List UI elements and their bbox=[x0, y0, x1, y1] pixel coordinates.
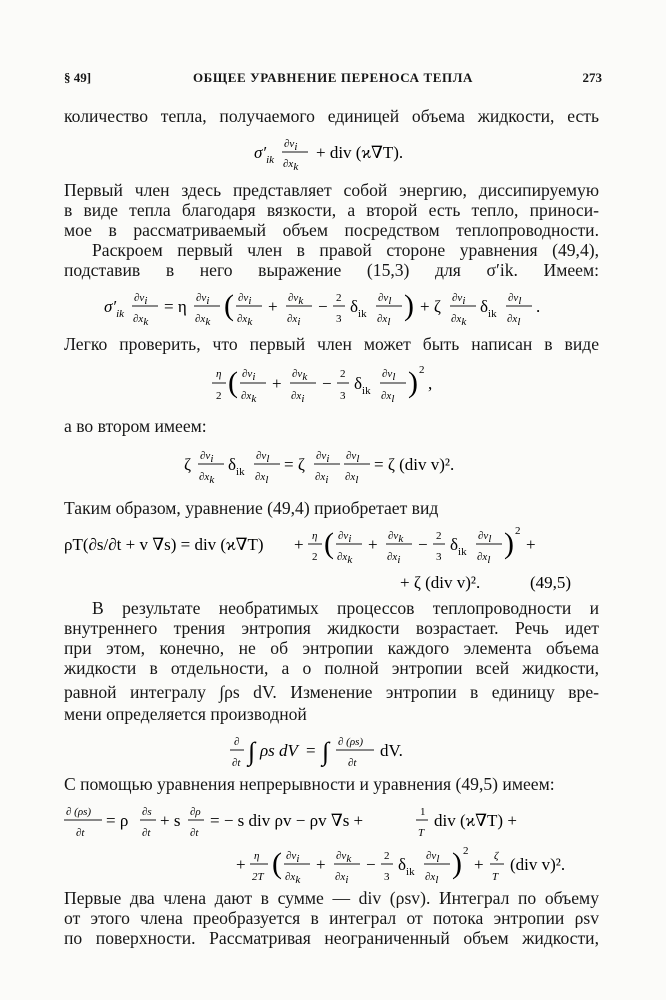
equation-2 bbox=[40, 282, 626, 330]
svg-text:(: ( bbox=[228, 366, 238, 399]
svg-text:δik: $\delta_{ik}$ bbox=[480, 297, 497, 320]
svg-text:∂vk: ∂vk bbox=[292, 368, 308, 383]
svg-text:δik: $\delta_{ik}$ bbox=[354, 374, 371, 397]
text-line: С помощью уравнения непрерывности и уравнения (49,5) имеем: bbox=[64, 774, 555, 794]
svg-text:= η: = η bbox=[164, 297, 187, 316]
svg-text:∂vi: ∂vi bbox=[242, 368, 256, 383]
eq5-line2: + ζ (div v)². bbox=[400, 573, 481, 592]
svg-text:δik: $\delta_{ik}$ bbox=[350, 297, 367, 320]
eq7-line1-tail: div (ϰ∇T) + bbox=[434, 811, 517, 830]
text-line: Таким образом, уравнение (49,4) приобретает вид bbox=[64, 498, 439, 518]
svg-text:∂vl: ∂vl bbox=[378, 292, 392, 307]
svg-text:T: T bbox=[492, 871, 499, 883]
svg-text:∂vi: ∂vi bbox=[286, 850, 300, 865]
svg-text:∂xi: ∂xi bbox=[335, 871, 349, 886]
svg-text:ρs dV: ρs dV bbox=[260, 741, 298, 760]
svg-text:∂xl: ∂xl bbox=[377, 313, 391, 328]
svg-text:∂xl: ∂xl bbox=[345, 471, 359, 486]
svg-text:+: + bbox=[526, 535, 536, 554]
svg-text:∂vi: ∂vi bbox=[452, 292, 466, 307]
text-line: Первые два члена дают в сумме — div (ρsv). Интеграл по объему bbox=[64, 888, 599, 908]
eq4-right: = ζ (div v)². bbox=[374, 455, 455, 474]
text-line: Раскроем первый член в правой стороне уравнения (49,4), bbox=[92, 240, 599, 260]
eq1-tail: + div (ϰ∇T). bbox=[316, 143, 404, 162]
running-header bbox=[64, 70, 602, 88]
svg-text:+: + bbox=[294, 535, 304, 554]
svg-text:∂xk: ∂xk bbox=[195, 313, 211, 328]
svg-text:∂vl: ∂vl bbox=[508, 292, 522, 307]
svg-text:∂xi: ∂xi bbox=[387, 551, 401, 566]
svg-text:σ′ik: $\sigma'_{ik}$ bbox=[254, 143, 275, 166]
svg-text:2T: 2T bbox=[252, 871, 264, 883]
text-line: при этом, конечно, не об энтропии каждого элемента объема bbox=[64, 638, 599, 658]
svg-text:∂vl: ∂vl bbox=[346, 450, 360, 465]
equation-3 bbox=[40, 358, 626, 410]
eq5-lhs: ρT(∂s/∂t + v ∇s) = div (ϰ∇T) bbox=[64, 535, 264, 554]
svg-text:∂xl: ∂xl bbox=[381, 390, 395, 405]
text-line: В результате необратимых процессов теплопроводности и bbox=[92, 598, 599, 618]
text-line: жидкости в отдельности, а о полной энтропии всей жидкости, bbox=[64, 658, 599, 678]
svg-text:): ) bbox=[504, 527, 514, 560]
svg-text:∂: ∂ bbox=[234, 736, 240, 748]
svg-text:−: − bbox=[418, 535, 428, 554]
svg-text:∂vi: ∂vi bbox=[316, 450, 330, 465]
svg-text:∂ρ: ∂ρ bbox=[190, 806, 201, 818]
svg-text:η: η bbox=[216, 368, 222, 380]
svg-text:σ′ik: $\sigma'_{ik}$ bbox=[104, 297, 125, 320]
svg-text:−: − bbox=[318, 297, 328, 316]
svg-text:−: − bbox=[366, 855, 376, 874]
svg-text:∂xk: ∂xk bbox=[337, 551, 353, 566]
svg-text:∂xk: ∂xk bbox=[451, 313, 467, 328]
page-number: 273 bbox=[582, 70, 602, 85]
svg-text:η: η bbox=[254, 850, 260, 862]
svg-text:+: + bbox=[236, 855, 246, 874]
svg-text:1: 1 bbox=[420, 806, 426, 818]
svg-text:∂t: ∂t bbox=[76, 827, 85, 839]
svg-text:∂xi: ∂xi bbox=[315, 471, 329, 486]
svg-text:2: 2 bbox=[384, 850, 390, 862]
svg-text:T: T bbox=[418, 827, 425, 839]
svg-text:∂vk: ∂vk bbox=[388, 530, 404, 545]
eq7-line1: = − s div ρv − ρv ∇s + bbox=[210, 811, 364, 830]
svg-text:∂t: ∂t bbox=[190, 827, 199, 839]
svg-text:3: 3 bbox=[336, 313, 342, 325]
svg-text:= ρ: = ρ bbox=[106, 811, 129, 830]
equation-6 bbox=[40, 726, 626, 776]
svg-text:∂vl: ∂vl bbox=[256, 450, 270, 465]
text-line: внутреннего трения энтропия жидкости возрастает. Речь идет bbox=[64, 618, 599, 638]
svg-text:∂t: ∂t bbox=[232, 757, 241, 769]
svg-text:3: 3 bbox=[384, 871, 390, 883]
svg-text:δik: $\delta_{ik}$ bbox=[398, 855, 415, 878]
svg-text:∂ (ρs): ∂ (ρs) bbox=[338, 736, 364, 748]
eq2-end: . bbox=[536, 297, 541, 316]
svg-text:∂t: ∂t bbox=[348, 757, 357, 769]
svg-text:+: + bbox=[272, 374, 282, 393]
svg-text:∂vi: ∂vi bbox=[284, 138, 298, 153]
svg-text:∂xl: ∂xl bbox=[507, 313, 521, 328]
svg-text:∂xl: ∂xl bbox=[255, 471, 269, 486]
svg-text:∂vi: ∂vi bbox=[196, 292, 210, 307]
svg-text:+: + bbox=[474, 855, 484, 874]
text-line: мое в рассматриваемый объем посредством теплопроводности. bbox=[64, 220, 599, 240]
svg-text:= ζ: = ζ bbox=[284, 455, 305, 474]
svg-text:δik: $\delta_{ik}$ bbox=[450, 535, 467, 558]
svg-text:): ) bbox=[452, 847, 462, 880]
equation-label: (49,5) bbox=[530, 573, 572, 592]
svg-text:2: 2 bbox=[312, 551, 318, 563]
svg-text:∂xk: ∂xk bbox=[199, 471, 215, 486]
text-line: а во втором имеем: bbox=[64, 416, 207, 436]
svg-text:η: η bbox=[312, 530, 318, 542]
svg-text:∂xk: ∂xk bbox=[237, 313, 253, 328]
text-line: Первый член здесь представляет собой энергию, диссипируемую bbox=[64, 180, 599, 200]
svg-text:∂xk: ∂xk bbox=[241, 390, 257, 405]
svg-text:+ ζ: + ζ bbox=[420, 297, 441, 316]
text-line: мени определяется производной bbox=[64, 704, 307, 724]
svg-text:ζ: ζ bbox=[494, 850, 499, 862]
svg-text:2: 2 bbox=[336, 292, 342, 304]
svg-text:2: 2 bbox=[340, 368, 346, 380]
svg-text:3: 3 bbox=[340, 390, 346, 402]
svg-text:−: − bbox=[322, 374, 332, 393]
section-number: § 49] bbox=[64, 70, 92, 85]
svg-text:+: + bbox=[368, 535, 378, 554]
svg-text:∫: ∫ bbox=[322, 737, 330, 766]
svg-text:∂xi: ∂xi bbox=[287, 313, 301, 328]
equation-7 bbox=[40, 796, 626, 886]
eq6-right: dV. bbox=[380, 741, 403, 760]
svg-text:∂vk: ∂vk bbox=[288, 292, 304, 307]
svg-text:∂vi: ∂vi bbox=[134, 292, 148, 307]
svg-text:=: = bbox=[306, 741, 316, 760]
text-line: равной интегралу ∫ρs dV. Изменение энтропии в единицу вре- bbox=[64, 682, 599, 702]
svg-text:∫: ∫ bbox=[248, 737, 256, 766]
svg-text:∂vi: ∂vi bbox=[200, 450, 214, 465]
svg-text:2: 2 bbox=[515, 525, 521, 537]
svg-text:∂xl: ∂xl bbox=[425, 871, 439, 886]
text-line: Легко проверить, что первый член может быть написан в виде bbox=[64, 334, 599, 354]
svg-text:3: 3 bbox=[436, 551, 442, 563]
svg-text:2: 2 bbox=[463, 845, 469, 857]
eq3-end: , bbox=[428, 374, 433, 393]
equation-4 bbox=[40, 440, 626, 490]
svg-text:∂xk: ∂xk bbox=[285, 871, 301, 886]
svg-text:∂ (ρs): ∂ (ρs) bbox=[66, 806, 92, 818]
svg-text:(: ( bbox=[224, 289, 234, 322]
text-line: от этого члена преобразуется в интеграл от потока энтропии ρsv bbox=[64, 908, 599, 928]
svg-text:∂vi: ∂vi bbox=[238, 292, 252, 307]
svg-text:(: ( bbox=[272, 847, 282, 880]
svg-text:∂xi: ∂xi bbox=[291, 390, 305, 405]
svg-text:∂vk: ∂vk bbox=[336, 850, 352, 865]
svg-text:+: + bbox=[268, 297, 278, 316]
text-line: в виде тепла благодаря вязкости, а второй есть тепло, приноси- bbox=[64, 200, 599, 220]
text-line: количество тепла, получаемого единицей объема жидкости, есть bbox=[64, 106, 599, 126]
svg-text:∂vi: ∂vi bbox=[338, 530, 352, 545]
text-line: по поверхности. Рассматривая неограниченный объем жидкости, bbox=[64, 928, 599, 948]
svg-text:∂xl: ∂xl bbox=[477, 551, 491, 566]
svg-text:δik: $\delta_{ik}$ bbox=[228, 455, 245, 478]
svg-text:+ s: + s bbox=[160, 811, 181, 830]
svg-text:): ) bbox=[408, 366, 418, 399]
svg-text:∂xk: ∂xk bbox=[283, 158, 299, 173]
svg-text:2: 2 bbox=[436, 530, 442, 542]
svg-text:): ) bbox=[404, 289, 414, 322]
svg-text:∂vl: ∂vl bbox=[478, 530, 492, 545]
svg-text:∂t: ∂t bbox=[142, 827, 151, 839]
svg-text:(: ( bbox=[324, 527, 334, 560]
svg-text:∂vl: ∂vl bbox=[426, 850, 440, 865]
eq7-line2-tail: (div v)². bbox=[510, 855, 566, 874]
equation-1 bbox=[40, 130, 626, 174]
svg-text:ζ: ζ bbox=[184, 455, 192, 474]
svg-text:∂xk: ∂xk bbox=[133, 313, 149, 328]
svg-text:+: + bbox=[316, 855, 326, 874]
svg-text:∂vl: ∂vl bbox=[382, 368, 396, 383]
svg-text:2: 2 bbox=[216, 390, 222, 402]
svg-text:2: 2 bbox=[419, 364, 425, 376]
text-line: подставив в него выражение (15,3) для σ′ik. Имеем: bbox=[64, 260, 599, 280]
svg-text:∂s: ∂s bbox=[142, 806, 152, 818]
chapter-title: ОБЩЕЕ УРАВНЕНИЕ ПЕРЕНОСА ТЕПЛА bbox=[192, 70, 474, 85]
